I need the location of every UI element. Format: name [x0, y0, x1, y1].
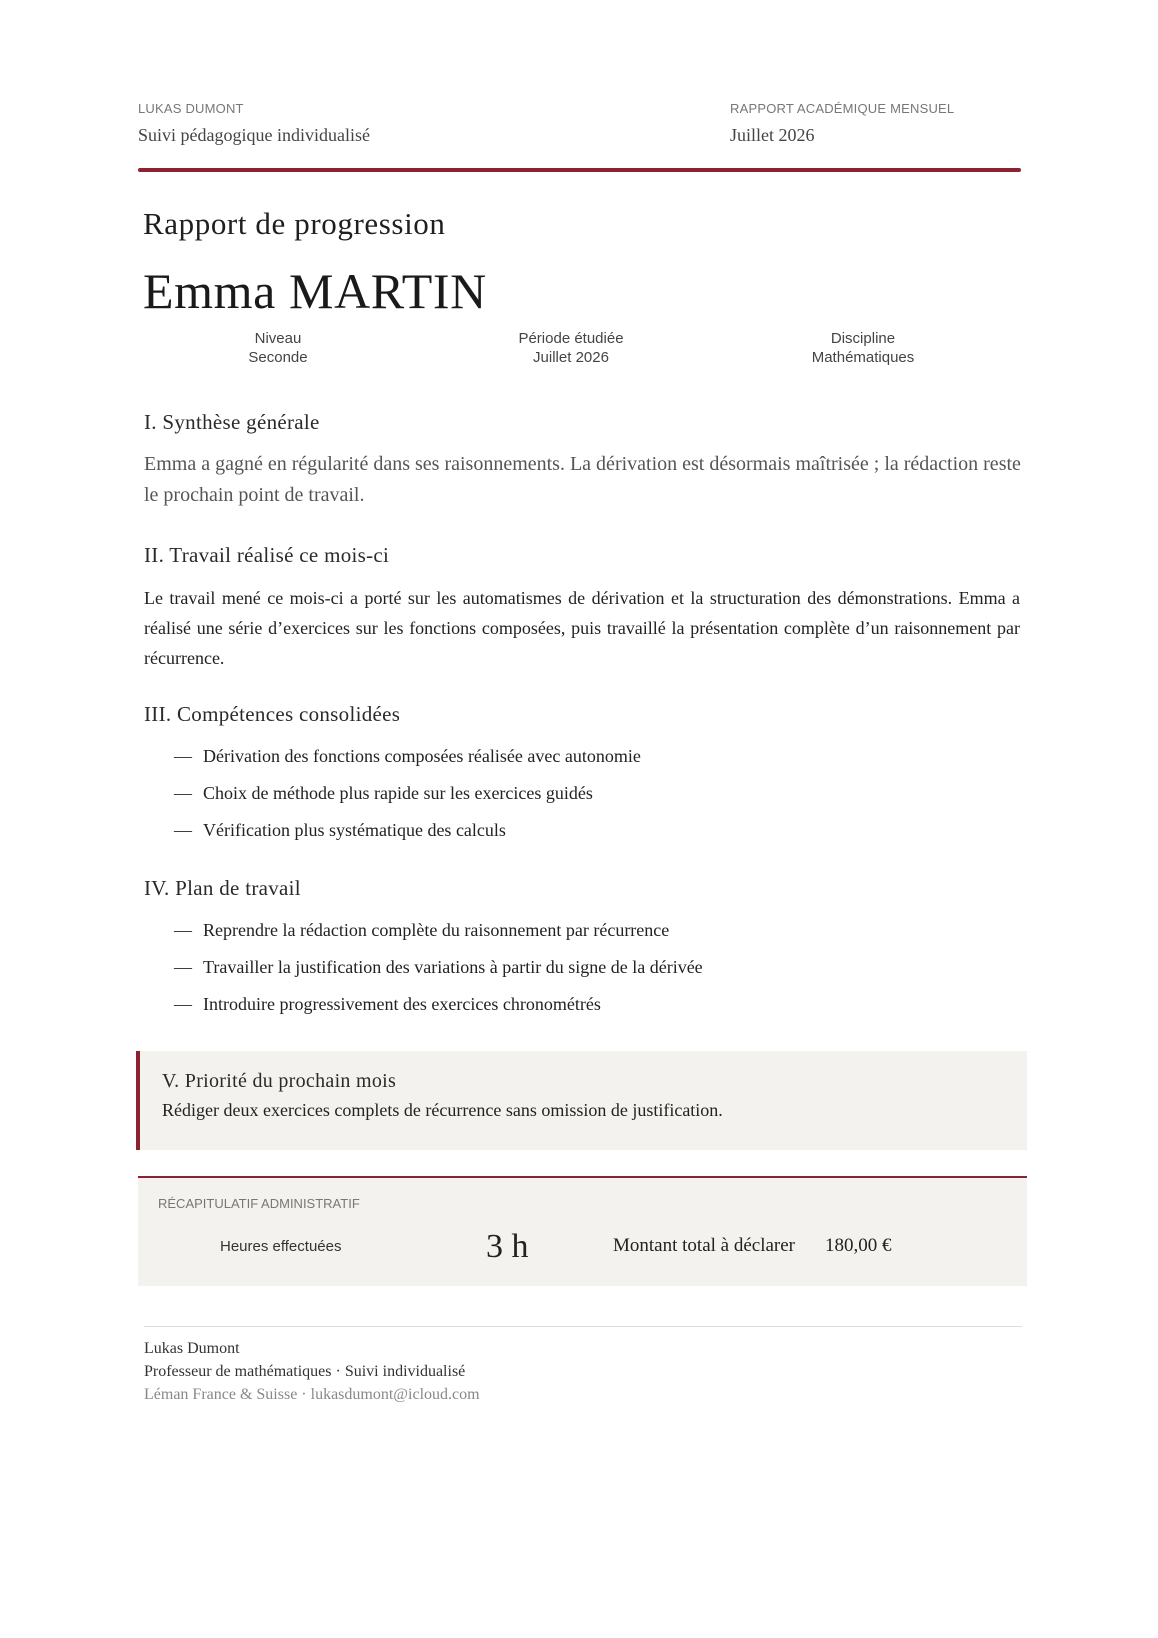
author-subtitle: Suivi pédagogique individualisé — [138, 125, 370, 145]
footer-role: Professeur de mathématiques · Suivi individualisé — [144, 1363, 466, 1380]
footer-contact: Léman France & Suisse · lukasdumont@icloud.com — [144, 1386, 480, 1403]
priority-box — [136, 1051, 1027, 1150]
amount-label: Montant total à déclarer — [613, 1235, 796, 1256]
meta-discipline-label: Discipline — [830, 330, 896, 347]
section-title-plan: IV. Plan de travail — [144, 876, 301, 900]
admin-summary — [138, 1176, 1027, 1286]
report-label: RAPPORT ACADÉMIQUE MENSUEL — [730, 101, 955, 116]
list-item-text: Reprendre la rédaction complète du raisonnement par récurrence — [203, 920, 670, 940]
author-label: LUKAS DUMONT — [138, 101, 244, 116]
priorite-text: Rédiger deux exercices complets de récurrence sans omission de justification. — [162, 1100, 723, 1120]
list-item-text: Choix de méthode plus rapide sur les exercices guidés — [203, 783, 593, 803]
dash-marker: — — [174, 746, 192, 766]
list-item-text: Introduire progressivement des exercices chronométrés — [203, 994, 601, 1014]
meta-period-value: Juillet 2026 — [533, 349, 609, 366]
competences-list — [174, 738, 1014, 849]
list-item-text: Travailler la justification des variations à partir du signe de la dérivée — [203, 957, 703, 977]
footer-name: Lukas Dumont — [144, 1340, 240, 1357]
hours-value: 3 h — [486, 1228, 529, 1265]
meta-period — [441, 329, 701, 367]
amount-value: 180,00 € — [825, 1235, 892, 1256]
dash-marker: — — [174, 920, 192, 940]
dash-marker: — — [174, 820, 192, 840]
meta-discipline — [733, 329, 993, 367]
document-title: Rapport de progression — [143, 206, 446, 241]
list-item — [174, 912, 1014, 949]
section-title-travail: II. Travail réalisé ce mois-ci — [144, 543, 390, 567]
list-item — [174, 775, 1014, 812]
meta-level-value: Seconde — [248, 349, 308, 366]
admin-label: RÉCAPITULATIF ADMINISTRATIF — [158, 1196, 360, 1211]
section-title-competences: III. Compétences consolidées — [144, 702, 401, 726]
list-item — [174, 949, 1014, 986]
meta-level — [148, 329, 408, 367]
list-item-text: Dérivation des fonctions composées réalisée avec autonomie — [203, 746, 641, 766]
travail-text: Le travail mené ce mois-ci a porté sur les automatismes de dérivation et la structuration des démonstrations. Emma a réalisé une série d’exercices sur les fonctions composées, puis travaillé la présentation complète d’un raisonnement par récurrence. — [144, 588, 1020, 668]
synthese-text: Emma a gagné en régularité dans ses raisonnements. La dérivation est désormais maîtrisée ; la rédaction reste le prochain point de travail. — [144, 453, 1021, 506]
meta-discipline-value: Mathématiques — [811, 349, 915, 366]
dash-marker: — — [174, 783, 192, 803]
plan-list — [174, 912, 1014, 1023]
list-item-text: Vérification plus systématique des calculs — [203, 820, 506, 840]
student-name: Emma MARTIN — [143, 263, 487, 319]
hours-label: Heures effectuées — [220, 1238, 342, 1255]
list-item — [174, 986, 1014, 1023]
list-item — [174, 812, 1014, 849]
header-rule — [138, 168, 1021, 172]
footer-rule — [144, 1326, 1022, 1327]
meta-level-label: Niveau — [254, 330, 302, 347]
section-title-priorite: V. Priorité du prochain mois — [162, 1070, 397, 1092]
dash-marker: — — [174, 957, 192, 977]
list-item — [174, 738, 1014, 775]
meta-period-label: Période étudiée — [518, 330, 624, 347]
report-period: Juillet 2026 — [730, 125, 815, 145]
dash-marker: — — [174, 994, 192, 1014]
section-title-synthese: I. Synthèse générale — [144, 410, 320, 434]
